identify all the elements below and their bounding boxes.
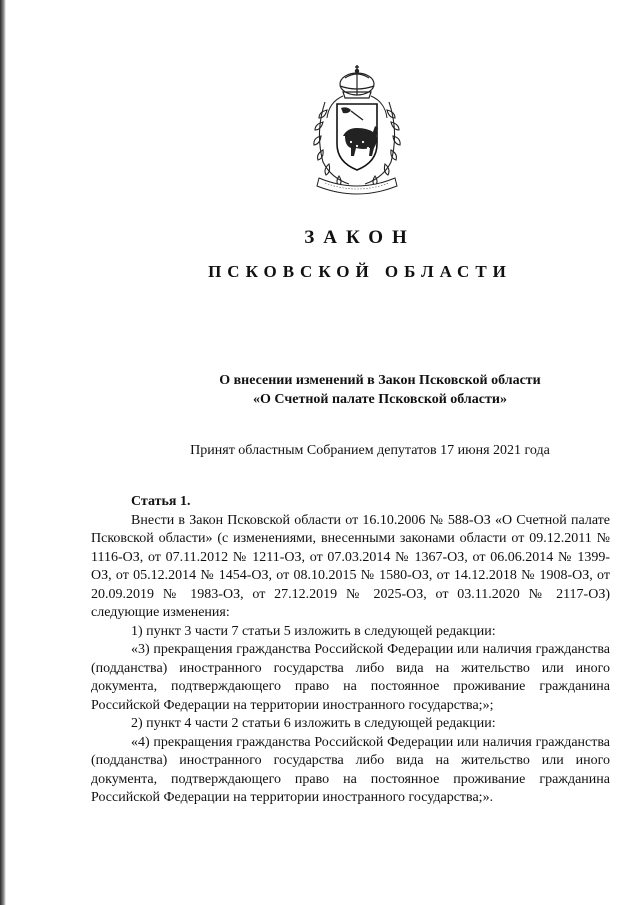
- amendment-item-2: 2) пункт 4 части 2 статьи 6 изложить в следующей редакции:: [131, 716, 496, 731]
- article-intro: Внести в Закон Псковской области от 16.10.2006 № 588-ОЗ «О Счетной палате Псковской области» (с изменениями, внесенными законами области от 09.12.2011 № 1116-ОЗ, от 07.11.2012 № 1211-ОЗ, от 07.03.2014 № 1367-ОЗ, от 06.06.2014 № 1399-ОЗ, от 05.12.2014 № 1454-ОЗ, от 08.10.2015 № 1580-ОЗ, от 14.12.2018 № 1908-ОЗ, от 20.09.2019 № 1983-ОЗ, от 27.12.2019 № 2025-ОЗ, от 03.11.2020 № 2117-ОЗ) следующие изменения:: [91, 512, 610, 620]
- law-subject-line1: О внесении изменений в Закон Псковской области: [219, 373, 541, 388]
- region-title: ПСКОВСКОЙ ОБЛАСТИ: [208, 262, 512, 281]
- law-subject: [80, 371, 640, 409]
- amendment-quote-1: «3) прекращения гражданства Российской Федерации или наличия гражданства (подданства) иностранного государства либо вида на жительство или иного документа, подтверждающего право на постоянное проживание гражданина Российской Федерации на территории иностранного государства;»;: [91, 642, 610, 713]
- law-subject-line2: «О Счетной палате Псковской области»: [253, 392, 507, 407]
- adoption-date: Принят областным Собранием депутатов 17 июня 2021 года: [190, 443, 550, 458]
- document-type-title: ЗАКОН: [304, 227, 416, 248]
- amendment-quote-2: «4) прекращения гражданства Российской Федерации или наличия гражданства (подданства) иностранного государства либо вида на жительство или иного документа, подтверждающего право на постоянное проживание гражданина Российской Федерации на территории иностранного государства;».: [91, 734, 610, 805]
- scan-edge: [0, 0, 6, 905]
- article-title: Статья 1.: [131, 494, 191, 509]
- law-body: [91, 493, 610, 808]
- coat-of-arms-icon: [305, 62, 409, 198]
- amendment-item-1: 1) пункт 3 части 7 статьи 5 изложить в следующей редакции:: [131, 623, 496, 639]
